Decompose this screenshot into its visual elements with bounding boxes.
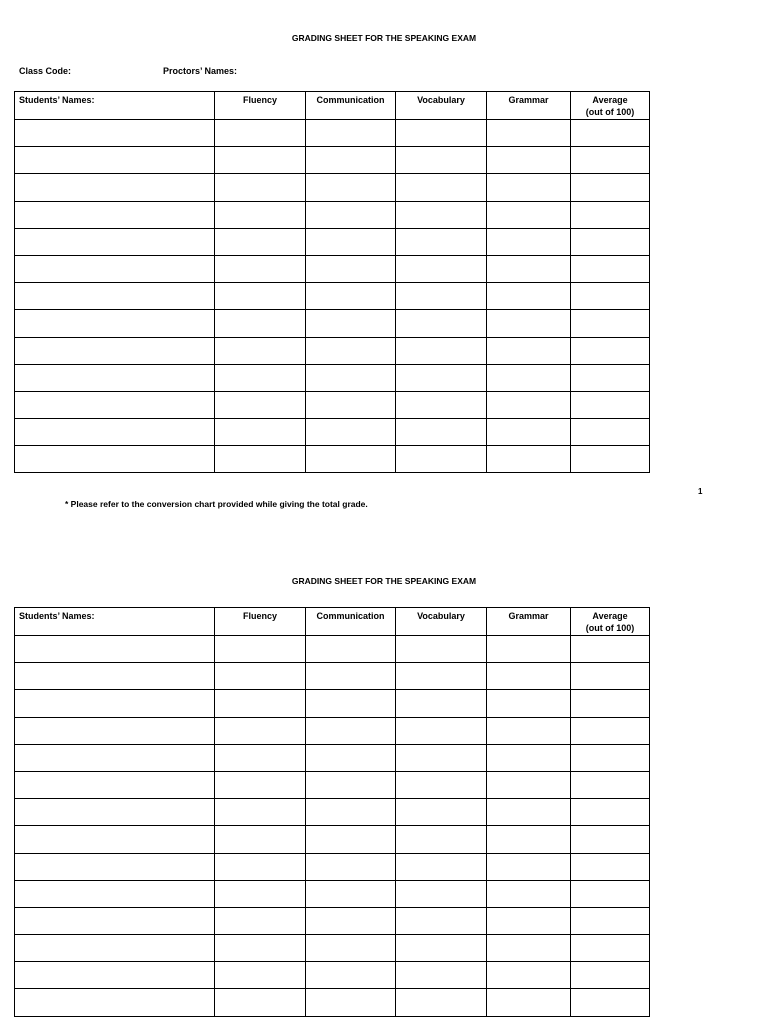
cell-fluency[interactable]: [215, 771, 306, 798]
table-row: [15, 826, 650, 853]
cell-student-name[interactable]: [15, 147, 215, 174]
cell-communication[interactable]: [306, 636, 396, 663]
cell-grammar[interactable]: [487, 310, 571, 337]
cell-fluency[interactable]: [215, 636, 306, 663]
table-row: [15, 337, 650, 364]
sheet-1-title: GRADING SHEET FOR THE SPEAKING EXAM: [291, 33, 477, 43]
table-row: [15, 147, 650, 174]
cell-average[interactable]: [571, 853, 650, 880]
cell-vocabulary[interactable]: [396, 663, 487, 690]
cell-average[interactable]: [571, 744, 650, 771]
cell-vocabulary[interactable]: [396, 283, 487, 310]
cell-student-name[interactable]: [15, 636, 215, 663]
cell-vocabulary[interactable]: [396, 717, 487, 744]
cell-vocabulary[interactable]: [396, 853, 487, 880]
cell-vocabulary[interactable]: [396, 989, 487, 1016]
cell-grammar[interactable]: [487, 744, 571, 771]
cell-vocabulary[interactable]: [396, 744, 487, 771]
table-row: [15, 201, 650, 228]
cell-average[interactable]: [571, 880, 650, 907]
cell-communication[interactable]: [306, 201, 396, 228]
cell-average[interactable]: [571, 826, 650, 853]
cell-communication[interactable]: [306, 717, 396, 744]
cell-communication[interactable]: [306, 337, 396, 364]
cell-fluency[interactable]: [215, 826, 306, 853]
cell-vocabulary[interactable]: [396, 636, 487, 663]
table-row: [15, 989, 650, 1016]
cell-communication[interactable]: [306, 120, 396, 147]
cell-fluency[interactable]: [215, 120, 306, 147]
cell-average[interactable]: [571, 636, 650, 663]
header-average: [571, 92, 650, 120]
header-grammar: Grammar: [487, 92, 571, 120]
table-row: [15, 364, 650, 391]
cell-fluency[interactable]: [215, 799, 306, 826]
cell-communication[interactable]: [306, 255, 396, 282]
cell-communication[interactable]: [306, 391, 396, 418]
cell-vocabulary[interactable]: [396, 446, 487, 473]
cell-average[interactable]: [571, 962, 650, 989]
cell-student-name[interactable]: [15, 717, 215, 744]
cell-average[interactable]: [571, 174, 650, 201]
table-2-body: [15, 636, 650, 1017]
cell-communication[interactable]: [306, 771, 396, 798]
cell-fluency[interactable]: [215, 446, 306, 473]
page-number: 1: [698, 487, 703, 496]
cell-grammar[interactable]: [487, 419, 571, 446]
cell-student-name[interactable]: [15, 907, 215, 934]
cell-communication[interactable]: [306, 446, 396, 473]
cell-average[interactable]: [571, 255, 650, 282]
table-row: [15, 744, 650, 771]
cell-grammar[interactable]: [487, 283, 571, 310]
cell-student-name[interactable]: [15, 853, 215, 880]
cell-communication[interactable]: [306, 853, 396, 880]
header-fluency: Fluency: [215, 92, 306, 120]
cell-vocabulary[interactable]: [396, 120, 487, 147]
cell-communication[interactable]: [306, 310, 396, 337]
cell-student-name[interactable]: [15, 446, 215, 473]
cell-grammar[interactable]: [487, 826, 571, 853]
cell-communication[interactable]: [306, 174, 396, 201]
cell-vocabulary[interactable]: [396, 799, 487, 826]
cell-fluency[interactable]: [215, 283, 306, 310]
header-communication: Communication: [306, 92, 396, 120]
header-average-line-2: (out of 100): [585, 623, 635, 633]
class-code-label: Class Code:: [19, 66, 72, 76]
table-row: [15, 880, 650, 907]
cell-fluency[interactable]: [215, 174, 306, 201]
header-average: [571, 608, 650, 636]
cell-average[interactable]: [571, 147, 650, 174]
header-vocabulary: Vocabulary: [396, 92, 487, 120]
cell-fluency[interactable]: [215, 255, 306, 282]
table-row: [15, 907, 650, 934]
cell-average[interactable]: [571, 799, 650, 826]
header-grammar: Grammar: [487, 608, 571, 636]
table-row: [15, 228, 650, 255]
cell-grammar[interactable]: [487, 935, 571, 962]
table-row: [15, 636, 650, 663]
cell-fluency[interactable]: [215, 989, 306, 1016]
grading-table-2: [14, 607, 650, 1017]
header-students-names: Students’ Names:: [15, 608, 215, 636]
cell-vocabulary[interactable]: [396, 962, 487, 989]
cell-student-name[interactable]: [15, 826, 215, 853]
cell-average[interactable]: [571, 771, 650, 798]
cell-average[interactable]: [571, 690, 650, 717]
cell-grammar[interactable]: [487, 880, 571, 907]
cell-grammar[interactable]: [487, 337, 571, 364]
cell-fluency[interactable]: [215, 907, 306, 934]
table-row: [15, 446, 650, 473]
cell-grammar[interactable]: [487, 391, 571, 418]
table-row: [15, 853, 650, 880]
cell-grammar[interactable]: [487, 364, 571, 391]
cell-vocabulary[interactable]: [396, 391, 487, 418]
cell-average[interactable]: [571, 717, 650, 744]
cell-average[interactable]: [571, 364, 650, 391]
cell-communication[interactable]: [306, 907, 396, 934]
cell-vocabulary[interactable]: [396, 201, 487, 228]
cell-vocabulary[interactable]: [396, 174, 487, 201]
cell-fluency[interactable]: [215, 690, 306, 717]
header-fluency: Fluency: [215, 608, 306, 636]
cell-fluency[interactable]: [215, 419, 306, 446]
cell-average[interactable]: [571, 228, 650, 255]
cell-grammar[interactable]: [487, 120, 571, 147]
cell-communication[interactable]: [306, 744, 396, 771]
cell-fluency[interactable]: [215, 147, 306, 174]
cell-student-name[interactable]: [15, 690, 215, 717]
cell-communication[interactable]: [306, 989, 396, 1016]
table-1-body: [15, 120, 650, 473]
cell-vocabulary[interactable]: [396, 907, 487, 934]
cell-grammar[interactable]: [487, 636, 571, 663]
cell-average[interactable]: [571, 907, 650, 934]
cell-fluency[interactable]: [215, 201, 306, 228]
table-row: [15, 391, 650, 418]
table-row: [15, 799, 650, 826]
cell-student-name[interactable]: [15, 228, 215, 255]
table-row: [15, 310, 650, 337]
cell-vocabulary[interactable]: [396, 771, 487, 798]
cell-vocabulary[interactable]: [396, 337, 487, 364]
cell-fluency[interactable]: [215, 364, 306, 391]
table-row: [15, 717, 650, 744]
cell-fluency[interactable]: [215, 744, 306, 771]
header-average-line-2: (out of 100): [585, 107, 635, 117]
table-row: [15, 771, 650, 798]
cell-communication[interactable]: [306, 935, 396, 962]
cell-average[interactable]: [571, 663, 650, 690]
cell-vocabulary[interactable]: [396, 690, 487, 717]
cell-fluency[interactable]: [215, 337, 306, 364]
cell-fluency[interactable]: [215, 391, 306, 418]
cell-grammar[interactable]: [487, 255, 571, 282]
table-row: [15, 255, 650, 282]
cell-average[interactable]: [571, 201, 650, 228]
cell-vocabulary[interactable]: [396, 826, 487, 853]
cell-student-name[interactable]: [15, 880, 215, 907]
cell-grammar[interactable]: [487, 663, 571, 690]
cell-average[interactable]: [571, 337, 650, 364]
cell-vocabulary[interactable]: [396, 228, 487, 255]
cell-communication[interactable]: [306, 880, 396, 907]
sheet-2-title: GRADING SHEET FOR THE SPEAKING EXAM: [291, 576, 477, 586]
cell-grammar[interactable]: [487, 962, 571, 989]
cell-fluency[interactable]: [215, 228, 306, 255]
table-row: [15, 962, 650, 989]
table-row: [15, 935, 650, 962]
cell-student-name[interactable]: [15, 120, 215, 147]
cell-student-name[interactable]: [15, 337, 215, 364]
table-row: [15, 419, 650, 446]
header-students-names: Students’ Names:: [15, 92, 215, 120]
cell-communication[interactable]: [306, 962, 396, 989]
cell-vocabulary[interactable]: [396, 364, 487, 391]
cell-student-name[interactable]: [15, 201, 215, 228]
cell-average[interactable]: [571, 989, 650, 1016]
cell-grammar[interactable]: [487, 717, 571, 744]
cell-average[interactable]: [571, 120, 650, 147]
cell-vocabulary[interactable]: [396, 147, 487, 174]
table-row: [15, 283, 650, 310]
cell-student-name[interactable]: [15, 989, 215, 1016]
cell-communication[interactable]: [306, 228, 396, 255]
cell-grammar[interactable]: [487, 907, 571, 934]
cell-student-name[interactable]: [15, 935, 215, 962]
cell-fluency[interactable]: [215, 717, 306, 744]
cell-student-name[interactable]: [15, 255, 215, 282]
cell-grammar[interactable]: [487, 690, 571, 717]
cell-communication[interactable]: [306, 283, 396, 310]
cell-communication[interactable]: [306, 690, 396, 717]
grading-table-1: [14, 91, 650, 473]
cell-grammar[interactable]: [487, 853, 571, 880]
cell-fluency[interactable]: [215, 310, 306, 337]
cell-communication[interactable]: [306, 147, 396, 174]
conversion-chart-note: * Please refer to the conversion chart provided while giving the total grade.: [65, 499, 368, 509]
cell-communication[interactable]: [306, 419, 396, 446]
header-average-line-1: Average: [592, 95, 628, 105]
cell-average[interactable]: [571, 391, 650, 418]
table-header-row: [15, 608, 650, 636]
cell-communication[interactable]: [306, 663, 396, 690]
cell-average[interactable]: [571, 419, 650, 446]
cell-grammar[interactable]: [487, 147, 571, 174]
table-header-row: [15, 92, 650, 120]
cell-average[interactable]: [571, 283, 650, 310]
cell-grammar[interactable]: [487, 989, 571, 1016]
cell-student-name[interactable]: [15, 744, 215, 771]
cell-vocabulary[interactable]: [396, 419, 487, 446]
cell-vocabulary[interactable]: [396, 935, 487, 962]
cell-student-name[interactable]: [15, 364, 215, 391]
cell-vocabulary[interactable]: [396, 310, 487, 337]
cell-student-name[interactable]: [15, 174, 215, 201]
cell-grammar[interactable]: [487, 174, 571, 201]
cell-fluency[interactable]: [215, 663, 306, 690]
header-communication: Communication: [306, 608, 396, 636]
cell-average[interactable]: [571, 935, 650, 962]
cell-student-name[interactable]: [15, 962, 215, 989]
cell-communication[interactable]: [306, 799, 396, 826]
cell-student-name[interactable]: [15, 771, 215, 798]
cell-grammar[interactable]: [487, 446, 571, 473]
cell-vocabulary[interactable]: [396, 880, 487, 907]
cell-fluency[interactable]: [215, 880, 306, 907]
cell-average[interactable]: [571, 310, 650, 337]
table-row: [15, 120, 650, 147]
cell-vocabulary[interactable]: [396, 255, 487, 282]
cell-student-name[interactable]: [15, 310, 215, 337]
cell-student-name[interactable]: [15, 799, 215, 826]
table-row: [15, 690, 650, 717]
cell-student-name[interactable]: [15, 391, 215, 418]
header-vocabulary: Vocabulary: [396, 608, 487, 636]
cell-fluency[interactable]: [215, 935, 306, 962]
cell-student-name[interactable]: [15, 663, 215, 690]
cell-grammar[interactable]: [487, 799, 571, 826]
cell-fluency[interactable]: [215, 962, 306, 989]
cell-grammar[interactable]: [487, 228, 571, 255]
proctors-names-label: Proctors’ Names:: [163, 66, 238, 76]
table-row: [15, 174, 650, 201]
cell-communication[interactable]: [306, 364, 396, 391]
cell-student-name[interactable]: [15, 283, 215, 310]
cell-average[interactable]: [571, 446, 650, 473]
cell-student-name[interactable]: [15, 419, 215, 446]
table-row: [15, 663, 650, 690]
cell-grammar[interactable]: [487, 771, 571, 798]
cell-communication[interactable]: [306, 826, 396, 853]
header-average-line-1: Average: [592, 611, 628, 621]
cell-fluency[interactable]: [215, 853, 306, 880]
cell-grammar[interactable]: [487, 201, 571, 228]
